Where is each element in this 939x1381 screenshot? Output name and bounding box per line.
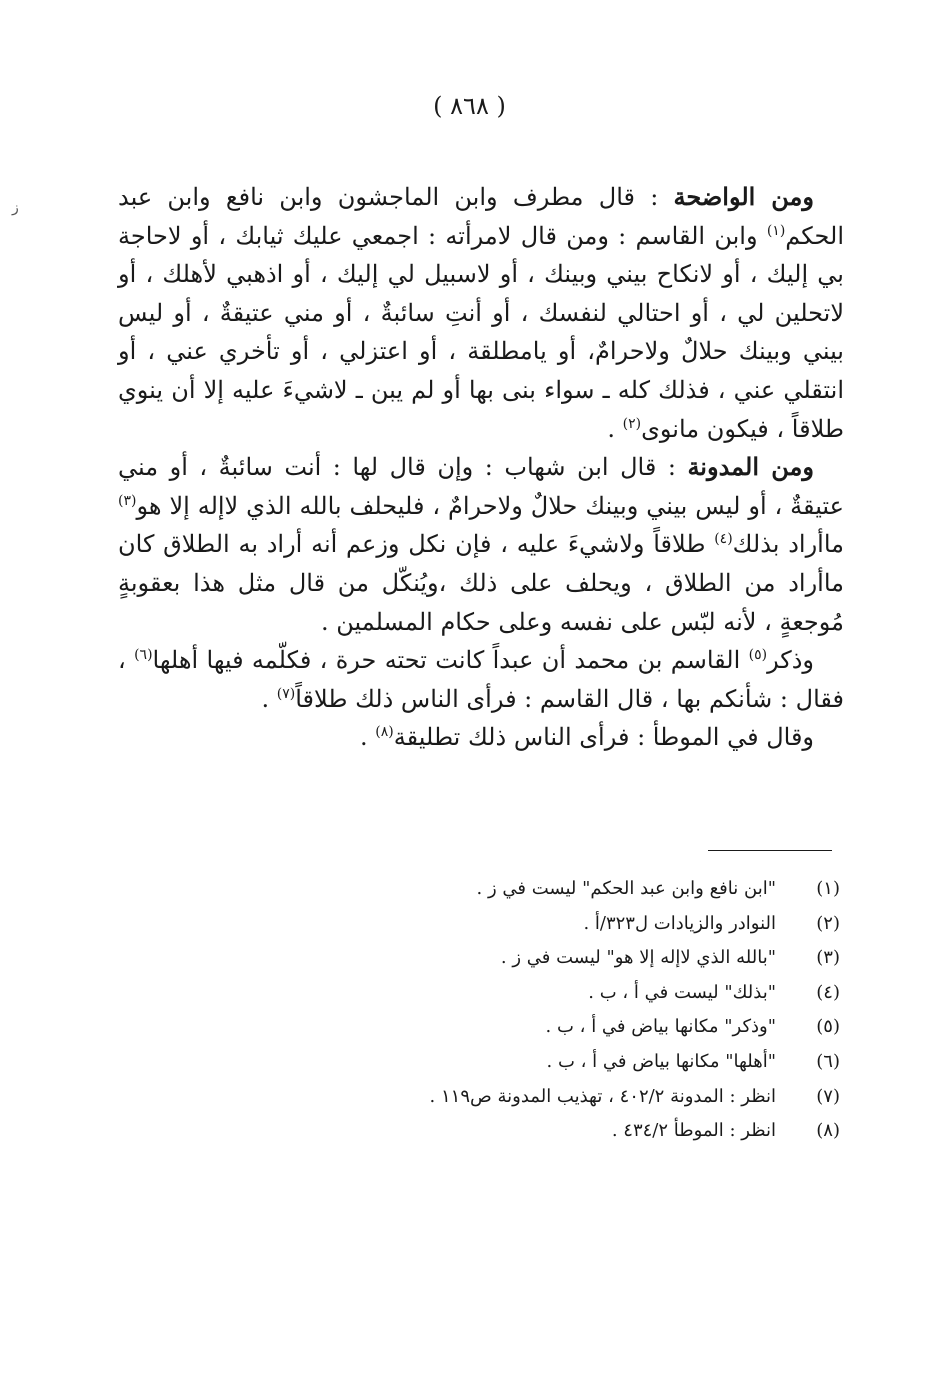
text-span: : قال ابن شهاب : وإن قال لها : أنت سائبةٌ ، أو مني عتيقةٌ ، أو ليس بيني وبينك حلالٌ ولاحرامٌ ، فليحلف بالله الذي لاإله إلا هو	[118, 453, 844, 520]
margin-mark: ز	[12, 200, 19, 216]
paragraph-qasim	[118, 641, 844, 718]
footnote-ref-5: (٥)	[748, 647, 768, 664]
text-span: .	[261, 684, 277, 713]
footnote-ref-4: (٤)	[714, 531, 733, 548]
footnote-number: (٧)	[816, 1085, 840, 1107]
footnote	[200, 872, 840, 907]
text-span: : قال مطرف وابن الماجشون وابن نافع وابن عبد الحكم	[118, 183, 844, 250]
text-span: وابن القاسم : ومن قال لامرأته : اجمعي عليك ثيابك ، أو لاحاجة بي إليك ، أو لانكاح بيني وبينك ، أو لاسبيل لي إليك ، أو اذهبي لأهلك ، أو لاتحلين لي ، أو احتالي لنفسك ، أو أنتِ سائبةٌ ، أو مني عتيقةٌ ، أو ليس بيني وبينك حلالٌ ولاحرامٌ، أو يامطلقة ، أو اعتزلي ، أو تأخري عني ، أو انتقلي عني ، فذلك كله ـ سواء بنى بها أو لم يبن ـ لاشيءَ عليه إلا أن ينوي طلاقاً ، فيكون مانوى	[118, 221, 844, 443]
source-heading-wadiha: ومن الواضحة	[673, 182, 815, 211]
footnote-number: (٢)	[816, 912, 840, 934]
paragraph-mudawwana	[118, 448, 844, 641]
footnote-text: انظر : الموطأ ٤٣٤/٢ .	[611, 1120, 776, 1142]
text-span: طلاقاً ولاشيءَ عليه ، فإن نكل وزعم أنه أراد به الطلاق كان ماأراد من الطلاق ، ويحلف على ذلك ،ويُنكّل من قال مثل هذا بعقوبةٍ مُوجعةٍ ، لأنه لبّس على نفسه وعلى حكام المسلمين .	[118, 530, 844, 636]
paragraph-wadiha	[118, 178, 844, 448]
text-span: وذكر	[767, 646, 815, 675]
footnote-text: النوادر والزيادات ل٣٢٣/أ .	[583, 912, 776, 934]
footnote-number: (٣)	[816, 947, 840, 969]
footnote	[200, 1080, 840, 1115]
footnote-text: "ابن نافع وابن عبد الحكم" ليست في ز .	[476, 878, 776, 899]
text-span: ماأراد بذلك	[732, 530, 845, 559]
footnote-ref-2: (٢)	[622, 415, 642, 432]
footnote	[200, 1045, 840, 1080]
footnote-number: (٥)	[816, 1016, 840, 1038]
text-span: .	[607, 414, 623, 443]
footnote-number: (٤)	[816, 981, 840, 1003]
text-span: .	[360, 723, 376, 752]
footnote-text: انظر : المدونة ٤٠٢/٢ ، تهذيب المدونة ص١١٩ .	[429, 1085, 776, 1107]
footnote-number: (١)	[816, 878, 840, 899]
text-span: القاسم بن محمد أن عبداً كانت تحته حرة ، فكلّمه فيها أهلها	[152, 646, 749, 675]
footnote-separator	[708, 850, 832, 851]
text-span: ، فقال : شأنكم بها ، قال القاسم : فرأى الناس ذلك طلاقاً	[118, 646, 844, 713]
page-number: ( ٨٦٨ )	[433, 92, 506, 120]
footnote	[200, 1010, 840, 1045]
footnote-ref-8: (٨)	[375, 724, 394, 741]
source-heading-mudawwana: ومن المدونة	[687, 452, 814, 482]
footnote-text: "بالله الذي لاإله إلا هو" ليست في ز .	[500, 947, 776, 969]
footnote-text: "وذكر" مكانها بياض في أ ، ب .	[545, 1016, 776, 1038]
footnote-number: (٦)	[816, 1050, 840, 1072]
footnote	[200, 1114, 840, 1149]
footnote-ref-7: (٧)	[276, 685, 296, 702]
footnote	[200, 941, 840, 976]
footnote-ref-1: (١)	[766, 222, 786, 239]
footnote-number: (٨)	[816, 1120, 840, 1142]
footnote-text: "أهلها" مكانها بياض في أ ، ب .	[546, 1050, 776, 1072]
footnote-ref-3: (٣)	[118, 492, 137, 509]
text-span: وقال في الموطأ : فرأى الناس ذلك تطليقة	[393, 723, 814, 752]
footnotes-list	[200, 872, 840, 1149]
footnote-ref-6: (٦)	[134, 647, 153, 664]
main-text	[118, 178, 844, 757]
paragraph-muwatta	[118, 718, 844, 757]
footnote	[200, 976, 840, 1011]
footnote-text: "بذلك" ليست في أ ، ب .	[588, 981, 776, 1003]
footnote	[200, 907, 840, 942]
